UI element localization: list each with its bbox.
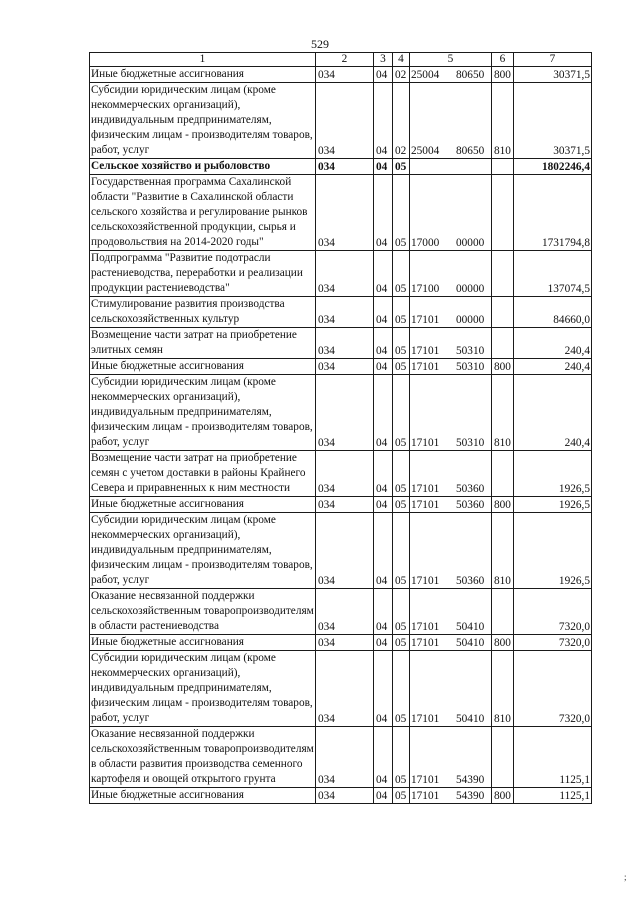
- table-row: [90, 375, 592, 451]
- row-target-cell: [410, 727, 492, 788]
- header-cell-ministry: 2: [316, 53, 374, 67]
- row-section-cell: 04: [374, 297, 393, 328]
- table-row: [90, 159, 592, 175]
- row-subsection-cell: 05: [393, 328, 410, 359]
- row-expense-type-cell: 810: [492, 83, 514, 159]
- row-subsection-cell: 05: [393, 497, 410, 513]
- row-name-cell: Государственная программа Сахалинской области "Развитие в Сахалинской области сельского хозяйства и регулирование рынков сельскохозяйственной продукции, сырья и продовольствия на 2014-2020 годы": [90, 175, 316, 251]
- row-section-cell: 04: [374, 497, 393, 513]
- row-expense-type-cell: 800: [492, 67, 514, 83]
- row-name-cell: Подпрограмма "Развитие подотрасли растениеводства, переработки и реализации продукции растениеводства": [90, 251, 316, 297]
- row-expense-type-cell: [492, 297, 514, 328]
- row-ministry-cell: 034: [316, 175, 374, 251]
- row-expense-type-cell: 800: [492, 788, 514, 804]
- row-subsection-cell: 05: [393, 175, 410, 251]
- table-row: [90, 83, 592, 159]
- row-amount-cell: 1125,1: [514, 727, 592, 788]
- row-expense-type-cell: [492, 251, 514, 297]
- target-code-part-b: 50310: [456, 345, 485, 357]
- row-subsection-cell: 02: [393, 83, 410, 159]
- row-amount-cell: 1125,1: [514, 788, 592, 804]
- row-target-cell: [410, 451, 492, 497]
- row-target-cell: [410, 251, 492, 297]
- row-amount-cell: 30371,5: [514, 67, 592, 83]
- row-name-cell: Иные бюджетные ассигнования: [90, 788, 316, 804]
- row-ministry-cell: 034: [316, 451, 374, 497]
- target-code-part-b: 00000: [456, 314, 485, 326]
- row-ministry-cell: 034: [316, 328, 374, 359]
- row-amount-cell: 84660,0: [514, 297, 592, 328]
- row-name-cell: Субсидии юридическим лицам (кроме некоммерческих организаций), индивидуальным предпринимателям, физическим лицам - производителям товаров, работ, услуг: [90, 375, 316, 451]
- row-section-cell: 04: [374, 67, 393, 83]
- row-section-cell: 04: [374, 451, 393, 497]
- row-ministry-cell: 034: [316, 727, 374, 788]
- table-row: [90, 67, 592, 83]
- row-target-cell: [410, 297, 492, 328]
- row-expense-type-cell: 810: [492, 513, 514, 589]
- row-amount-cell: 1926,5: [514, 497, 592, 513]
- row-name-cell: Иные бюджетные ассигнования: [90, 635, 316, 651]
- row-ministry-cell: 034: [316, 497, 374, 513]
- row-amount-cell: 7320,0: [514, 651, 592, 727]
- table-row: [90, 727, 592, 788]
- row-name-cell: Стимулирование развития производства сельскохозяйственных культур: [90, 297, 316, 328]
- row-ministry-cell: 034: [316, 359, 374, 375]
- table-row: [90, 328, 592, 359]
- row-name-cell: Субсидии юридическим лицам (кроме некоммерческих организаций), индивидуальным предпринимателям, физическим лицам - производителям товаров, работ, услуг: [90, 651, 316, 727]
- row-section-cell: 04: [374, 788, 393, 804]
- row-section-cell: 04: [374, 83, 393, 159]
- row-section-cell: 04: [374, 589, 393, 635]
- row-name-cell: Оказание несвязанной поддержки сельскохозяйственным товаропроизводителям в области развития производства семенного картофеля и овощей открытого грунта: [90, 727, 316, 788]
- row-amount-cell: 1926,5: [514, 513, 592, 589]
- row-name-cell: Иные бюджетные ассигнования: [90, 359, 316, 375]
- target-code-part-b: 50410: [456, 713, 485, 725]
- row-expense-type-cell: [492, 589, 514, 635]
- target-code-part-a: 17101: [411, 790, 440, 802]
- target-code-part-b: 50360: [456, 483, 485, 495]
- target-code-part-a: 17101: [411, 483, 440, 495]
- row-section-cell: 04: [374, 175, 393, 251]
- row-target-cell: [410, 513, 492, 589]
- target-code-part-a: 17000: [411, 237, 440, 249]
- target-code-part-b: 80650: [456, 145, 485, 157]
- table-header-row: [90, 53, 592, 67]
- header-cell-expense-type: 6: [492, 53, 514, 67]
- table-row: [90, 513, 592, 589]
- row-ministry-cell: 034: [316, 651, 374, 727]
- row-subsection-cell: 05: [393, 513, 410, 589]
- row-subsection-cell: 05: [393, 375, 410, 451]
- target-code-part-a: 25004: [411, 145, 440, 157]
- row-ministry-cell: 034: [316, 83, 374, 159]
- table-row: [90, 175, 592, 251]
- row-target-cell: [410, 635, 492, 651]
- row-section-cell: 04: [374, 251, 393, 297]
- header-cell-amount: 7: [514, 53, 592, 67]
- row-amount-cell: 240,4: [514, 375, 592, 451]
- table-row: [90, 297, 592, 328]
- stray-mark: ;: [624, 872, 627, 882]
- table-row: [90, 251, 592, 297]
- row-section-cell: 04: [374, 159, 393, 175]
- target-code-part-b: 54390: [456, 790, 485, 802]
- row-ministry-cell: 034: [316, 513, 374, 589]
- row-expense-type-cell: [492, 727, 514, 788]
- row-target-cell: [410, 328, 492, 359]
- row-expense-type-cell: [492, 328, 514, 359]
- row-amount-cell: 7320,0: [514, 589, 592, 635]
- target-code-part-b: 50360: [456, 499, 485, 511]
- target-code-part-b: 50360: [456, 575, 485, 587]
- row-subsection-cell: 05: [393, 635, 410, 651]
- page-number: 529: [311, 37, 329, 51]
- row-ministry-cell: 034: [316, 251, 374, 297]
- row-subsection-cell: 05: [393, 589, 410, 635]
- table-row: [90, 788, 592, 804]
- row-section-cell: 04: [374, 727, 393, 788]
- header-cell-name: 1: [90, 53, 316, 67]
- target-code-part-b: 00000: [456, 283, 485, 295]
- row-amount-cell: 1802246,4: [514, 159, 592, 175]
- header-cell-subsection: 4: [393, 53, 410, 67]
- row-subsection-cell: 05: [393, 359, 410, 375]
- target-code-part-a: 17101: [411, 774, 440, 786]
- target-code-part-a: 17101: [411, 575, 440, 587]
- row-subsection-cell: 05: [393, 651, 410, 727]
- header-cell-section: 3: [374, 53, 393, 67]
- row-section-cell: 04: [374, 328, 393, 359]
- row-subsection-cell: 05: [393, 251, 410, 297]
- target-code-part-b: 80650: [456, 69, 485, 81]
- target-code-part-b: 50310: [456, 437, 485, 449]
- target-code-part-a: 17101: [411, 314, 440, 326]
- row-subsection-cell: 05: [393, 788, 410, 804]
- row-target-cell: [410, 83, 492, 159]
- row-section-cell: 04: [374, 651, 393, 727]
- row-section-cell: 04: [374, 375, 393, 451]
- row-expense-type-cell: 800: [492, 359, 514, 375]
- row-expense-type-cell: [492, 159, 514, 175]
- target-code-part-a: 17101: [411, 621, 440, 633]
- budget-table: [89, 52, 592, 804]
- target-code-part-a: 17101: [411, 713, 440, 725]
- table-row: [90, 497, 592, 513]
- target-code-part-a: 17101: [411, 437, 440, 449]
- header-cell-target: 5: [410, 53, 492, 67]
- row-amount-cell: 240,4: [514, 328, 592, 359]
- row-section-cell: 04: [374, 359, 393, 375]
- table-row: [90, 651, 592, 727]
- target-code-part-a: 17101: [411, 361, 440, 373]
- target-code-part-a: 17100: [411, 283, 440, 295]
- row-target-cell: [410, 375, 492, 451]
- row-ministry-cell: 034: [316, 67, 374, 83]
- row-target-cell: [410, 788, 492, 804]
- row-name-cell: Оказание несвязанной поддержки сельскохозяйственным товаропроизводителям в области растениеводства: [90, 589, 316, 635]
- row-ministry-cell: 034: [316, 589, 374, 635]
- row-expense-type-cell: 810: [492, 651, 514, 727]
- row-subsection-cell: 02: [393, 67, 410, 83]
- target-code-part-a: 17101: [411, 637, 440, 649]
- row-amount-cell: 7320,0: [514, 635, 592, 651]
- target-code-part-b: 50410: [456, 621, 485, 633]
- target-code-part-a: 17101: [411, 499, 440, 511]
- target-code-part-b: 50310: [456, 361, 485, 373]
- row-amount-cell: 1926,5: [514, 451, 592, 497]
- row-ministry-cell: 034: [316, 635, 374, 651]
- target-code-part-b: 50410: [456, 637, 485, 649]
- row-subsection-cell: 05: [393, 297, 410, 328]
- target-code-part-b: 54390: [456, 774, 485, 786]
- row-name-cell: Иные бюджетные ассигнования: [90, 67, 316, 83]
- row-amount-cell: 137074,5: [514, 251, 592, 297]
- row-name-cell: Возмещение части затрат на приобретение семян с учетом доставки в районы Крайнего Севера и приравненных к ним местности: [90, 451, 316, 497]
- row-target-cell: [410, 497, 492, 513]
- row-subsection-cell: 05: [393, 159, 410, 175]
- row-target-cell: [410, 651, 492, 727]
- row-name-cell: Возмещение части затрат на приобретение элитных семян: [90, 328, 316, 359]
- row-target-cell: [410, 175, 492, 251]
- target-code-part-a: 17101: [411, 345, 440, 357]
- row-name-cell: Субсидии юридическим лицам (кроме некоммерческих организаций), индивидуальным предпринимателям, физическим лицам - производителям товаров, работ, услуг: [90, 83, 316, 159]
- target-code-part-a: 25004: [411, 69, 440, 81]
- table-row: [90, 359, 592, 375]
- row-amount-cell: 1731794,8: [514, 175, 592, 251]
- row-section-cell: 04: [374, 635, 393, 651]
- row-target-cell: [410, 67, 492, 83]
- row-ministry-cell: 034: [316, 788, 374, 804]
- row-expense-type-cell: [492, 451, 514, 497]
- table-row: [90, 635, 592, 651]
- row-expense-type-cell: 800: [492, 497, 514, 513]
- row-name-cell: Сельское хозяйство и рыболовство: [90, 159, 316, 175]
- row-amount-cell: 240,4: [514, 359, 592, 375]
- row-subsection-cell: 05: [393, 727, 410, 788]
- row-target-cell: [410, 589, 492, 635]
- row-name-cell: Иные бюджетные ассигнования: [90, 497, 316, 513]
- row-amount-cell: 30371,5: [514, 83, 592, 159]
- row-name-cell: Субсидии юридическим лицам (кроме некоммерческих организаций), индивидуальным предпринимателям, физическим лицам - производителям товаров, работ, услуг: [90, 513, 316, 589]
- row-expense-type-cell: 810: [492, 375, 514, 451]
- target-code-part-b: 00000: [456, 237, 485, 249]
- row-ministry-cell: 034: [316, 375, 374, 451]
- row-target-cell: [410, 359, 492, 375]
- table-row: [90, 589, 592, 635]
- row-expense-type-cell: [492, 175, 514, 251]
- row-section-cell: 04: [374, 513, 393, 589]
- row-subsection-cell: 05: [393, 451, 410, 497]
- row-ministry-cell: 034: [316, 159, 374, 175]
- table-row: [90, 451, 592, 497]
- row-expense-type-cell: 800: [492, 635, 514, 651]
- row-target-cell: [410, 159, 492, 175]
- row-ministry-cell: 034: [316, 297, 374, 328]
